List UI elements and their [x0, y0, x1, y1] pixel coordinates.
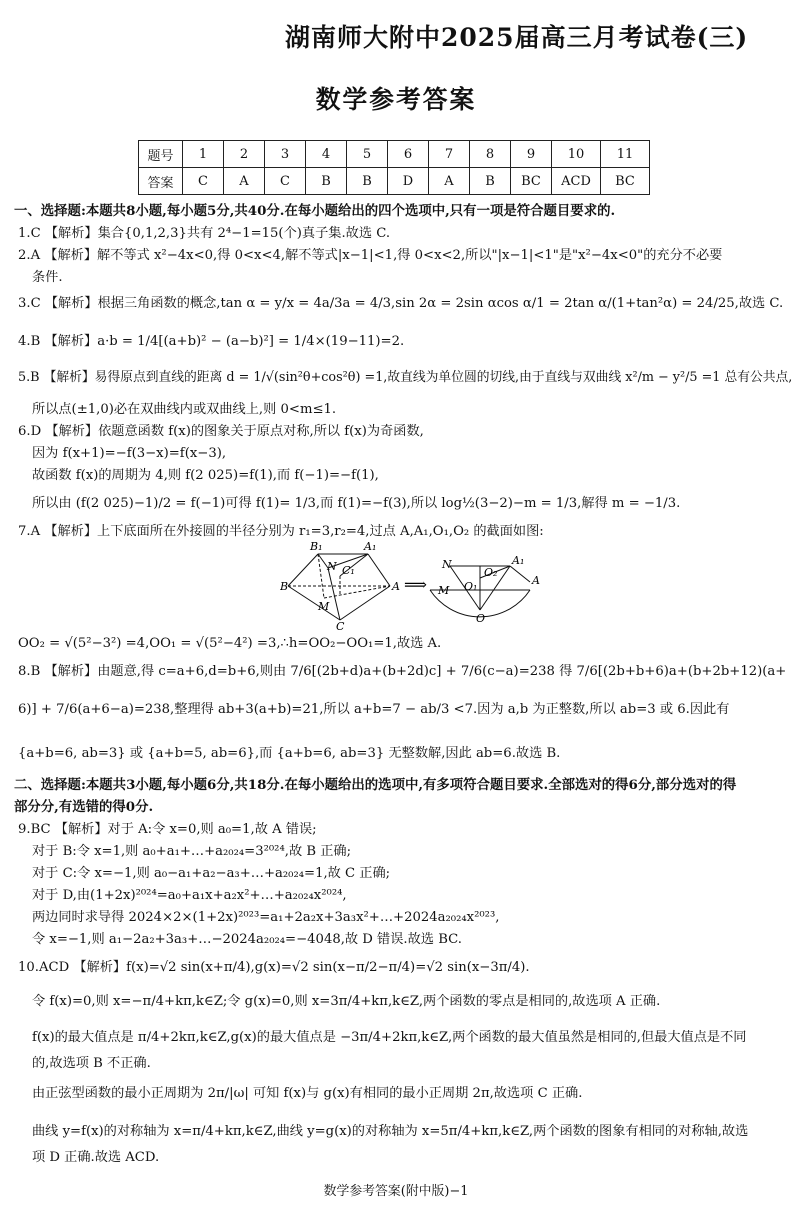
arrow-icon: ⟹: [404, 575, 427, 594]
answer-line-q10-f: 曲线 y=f(x)的对称轴为 x=π/4+kπ,k∈Z,曲线 y=g(x)的对称轴为 x=5π/4+kπ,k∈Z,两个函数的图象有相同的对称轴,故选: [32, 1124, 749, 1139]
label-O1: O₁: [464, 580, 478, 593]
cell-number: 2: [224, 141, 265, 168]
cell-number: 4: [306, 141, 347, 168]
label-A-right: A: [532, 574, 540, 587]
answer-line-q7-cont: OO₂ = √(5²−3²) =4,OO₁ = √(5²−4²) =3,∴h=OO₂−OO₁=1,故选 A.: [18, 636, 442, 651]
label-B: B: [280, 580, 289, 593]
page-footer: 数学参考答案(附中版)−1: [323, 1184, 469, 1199]
answer-line-q10-d: 的,故选项 B 不正确.: [32, 1056, 151, 1071]
answer-line-q10-b: 令 f(x)=0,则 x=−π/4+kπ,k∈Z;令 g(x)=0,则 x=3π/4+kπ,k∈Z,两个函数的零点是相同的,故选项 A 正确.: [32, 994, 661, 1009]
page-subtitle: 数学参考答案: [315, 85, 477, 114]
section-heading-1: 一、选择题:本题共8小题,每小题5分,共40分.在每小题给出的四个选项中,只有一项是符合题目要求的.: [14, 203, 616, 219]
cell-number: 6: [388, 141, 429, 168]
answer-line-q5: 5.B 【解析】易得原点到直线的距离 d = 1/√(sin²θ+cos²θ) =1,故直线为单位圆的切线,由于直线与双曲线 x²/m − y²/5 =1 总有公共点,: [18, 370, 793, 385]
cell-number: 8: [470, 141, 511, 168]
label-C: C: [336, 620, 345, 630]
section-heading-2-cont: 部分分,有选错的得0分.: [14, 799, 154, 815]
answer-line-q7: 7.A 【解析】上下底面所在外接圆的半径分别为 r₁=3,r₂=4,过点 A,A₁,O₁,O₂ 的截面如图:: [18, 524, 544, 539]
label-M: M: [318, 600, 330, 613]
cell-number: 11: [601, 141, 650, 168]
cell-answer: A: [429, 168, 470, 195]
cell-answer: B: [306, 168, 347, 195]
answer-line-q6-c: 故函数 f(x)的周期为 4,则 f(2 025)=f(1),而 f(−1)=−f(1),: [32, 468, 379, 483]
cell-answer: ACD: [552, 168, 601, 195]
answer-line-q8: 8.B 【解析】由题意,得 c=a+6,d=b+6,则由 7/6[(2b+d)a+(b+2d)c] + 7/6(c−a)=238 得 7/6[(2b+b+6)a+(b+2b+12)(a+: [18, 664, 787, 679]
answer-line-q10-e: 由正弦型函数的最小正周期为 2π/|ω| 可知 f(x)与 g(x)有相同的最小正周期 2π,故选项 C 正确.: [32, 1086, 583, 1101]
label-N: N: [327, 560, 337, 573]
row-header-number: 题号: [139, 141, 183, 168]
label-N-right: N: [442, 558, 452, 571]
answer-line-q3: 3.C 【解析】根据三角函数的概念,tan α = y/x = 4a/3a = 4/3,sin 2α = 2sin αcos α/1 = 2tan α/(1+tan²α) = 24/25,故选 C.: [18, 296, 784, 311]
answer-line-q5-cont: 所以点(±1,0)必在双曲线内或双曲线上,则 0<m≤1.: [32, 402, 337, 417]
answer-line-q10-c: f(x)的最大值点是 π/4+2kπ,k∈Z,g(x)的最大值点是 −3π/4+2kπ,k∈Z,两个函数的最大值虽然是相同的,但最大值点是不同: [32, 1030, 747, 1045]
answer-line-q9-c: 对于 C:令 x=−1,则 a₀−a₁+a₂−a₃+…+a₂₀₂₄=1,故 C 正确;: [32, 866, 391, 881]
page-title: 湖南师大附中2025届高三月考试卷(三): [285, 23, 749, 52]
label-C1: C₁: [342, 564, 355, 577]
cell-answer: D: [388, 168, 429, 195]
answer-line-q8-c: {a+b=6, ab=3} 或 {a+b=5, ab=6},而 {a+b=6, ab=3} 无整数解,因此 ab=6.故选 B.: [18, 746, 561, 761]
label-A1-right: A₁: [512, 554, 525, 567]
answer-line-q2: 2.A 【解析】解不等式 x²−4x<0,得 0<x<4,解不等式|x−1|<1,得 0<x<2,所以"|x−1|<1"是"x²−4x<0"的充分不必要: [18, 248, 723, 263]
cell-number: 7: [429, 141, 470, 168]
label-O: O: [476, 612, 486, 625]
cell-number: 3: [265, 141, 306, 168]
answer-line-q10-g: 项 D 正确.故选 ACD.: [32, 1150, 160, 1165]
cell-answer: B: [470, 168, 511, 195]
cell-number: 5: [347, 141, 388, 168]
answer-line-q9-b: 对于 B:令 x=1,则 a₀+a₁+…+a₂₀₂₄=3²⁰²⁴,故 B 正确;: [32, 844, 352, 859]
answer-line-q9-e: 两边同时求导得 2024×2×(1+2x)²⁰²³=a₁+2a₂x+3a₃x²+…+2024a₂₀₂₄x²⁰²³,: [32, 910, 500, 925]
label-B1: B₁: [310, 540, 323, 553]
answer-line-q4: 4.B 【解析】a·b = 1/4[(a+b)² − (a−b)²] = 1/4×(19−11)=2.: [18, 334, 405, 349]
label-A1: A₁: [364, 540, 377, 553]
answer-table: [138, 140, 650, 195]
cell-answer: B: [347, 168, 388, 195]
answer-line-q6-d: 所以由 (f(2 025)−1)/2 = f(−1)可得 f(1)= 1/3,而 f(1)=−f(3),所以 log½(3−2)−m = 1/3,解得 m = −1/3.: [32, 496, 681, 511]
q7-figure: [280, 538, 540, 630]
answer-line-q2-cont: 条件.: [32, 270, 63, 285]
cell-answer: A: [224, 168, 265, 195]
cell-number: 9: [511, 141, 552, 168]
cell-answer: C: [265, 168, 306, 195]
cell-number: 10: [552, 141, 601, 168]
answer-table-answer-row: [139, 168, 650, 195]
answer-line-q9-d: 对于 D,由(1+2x)²⁰²⁴=a₀+a₁x+a₂x²+…+a₂₀₂₄x²⁰²⁴,: [32, 888, 347, 903]
answer-line-q10: 10.ACD 【解析】f(x)=√2 sin(x+π/4),g(x)=√2 sin(x−π/2−π/4)=√2 sin(x−3π/4).: [18, 960, 530, 975]
label-M-right: M: [438, 584, 450, 597]
cell-answer: BC: [601, 168, 650, 195]
answer-line-q6-b: 因为 f(x+1)=−f(3−x)=f(x−3),: [32, 446, 227, 461]
section-heading-2: 二、选择题:本题共3小题,每小题6分,共18分.在每小题给出的选项中,有多项符合题目要求.全部选对的得6分,部分选对的得: [14, 777, 737, 793]
answer-line-q9: 9.BC 【解析】对于 A:令 x=0,则 a₀=1,故 A 错误;: [18, 822, 317, 837]
label-A: A: [392, 580, 400, 593]
answer-line-q8-b: 6)] + 7/6(a+6−a)=238,整理得 ab+3(a+b)=21,所以 a+b=7 − ab/3 <7.因为 a,b 为正整数,所以 ab=3 或 6.因此有: [18, 702, 730, 717]
label-O2: O₂: [484, 566, 498, 579]
answer-table-number-row: [139, 141, 650, 168]
row-header-answer: 答案: [139, 168, 183, 195]
cell-number: 1: [183, 141, 224, 168]
cell-answer: C: [183, 168, 224, 195]
answer-line-q1: 1.C 【解析】集合{0,1,2,3}共有 2⁴−1=15(个)真子集.故选 C.: [18, 226, 391, 241]
answer-line-q6: 6.D 【解析】依题意函数 f(x)的图象关于原点对称,所以 f(x)为奇函数,: [18, 424, 424, 439]
cell-answer: BC: [511, 168, 552, 195]
answer-line-q9-f: 令 x=−1,则 a₁−2a₂+3a₃+…−2024a₂₀₂₄=−4048,故 D 错误.故选 BC.: [32, 932, 462, 947]
